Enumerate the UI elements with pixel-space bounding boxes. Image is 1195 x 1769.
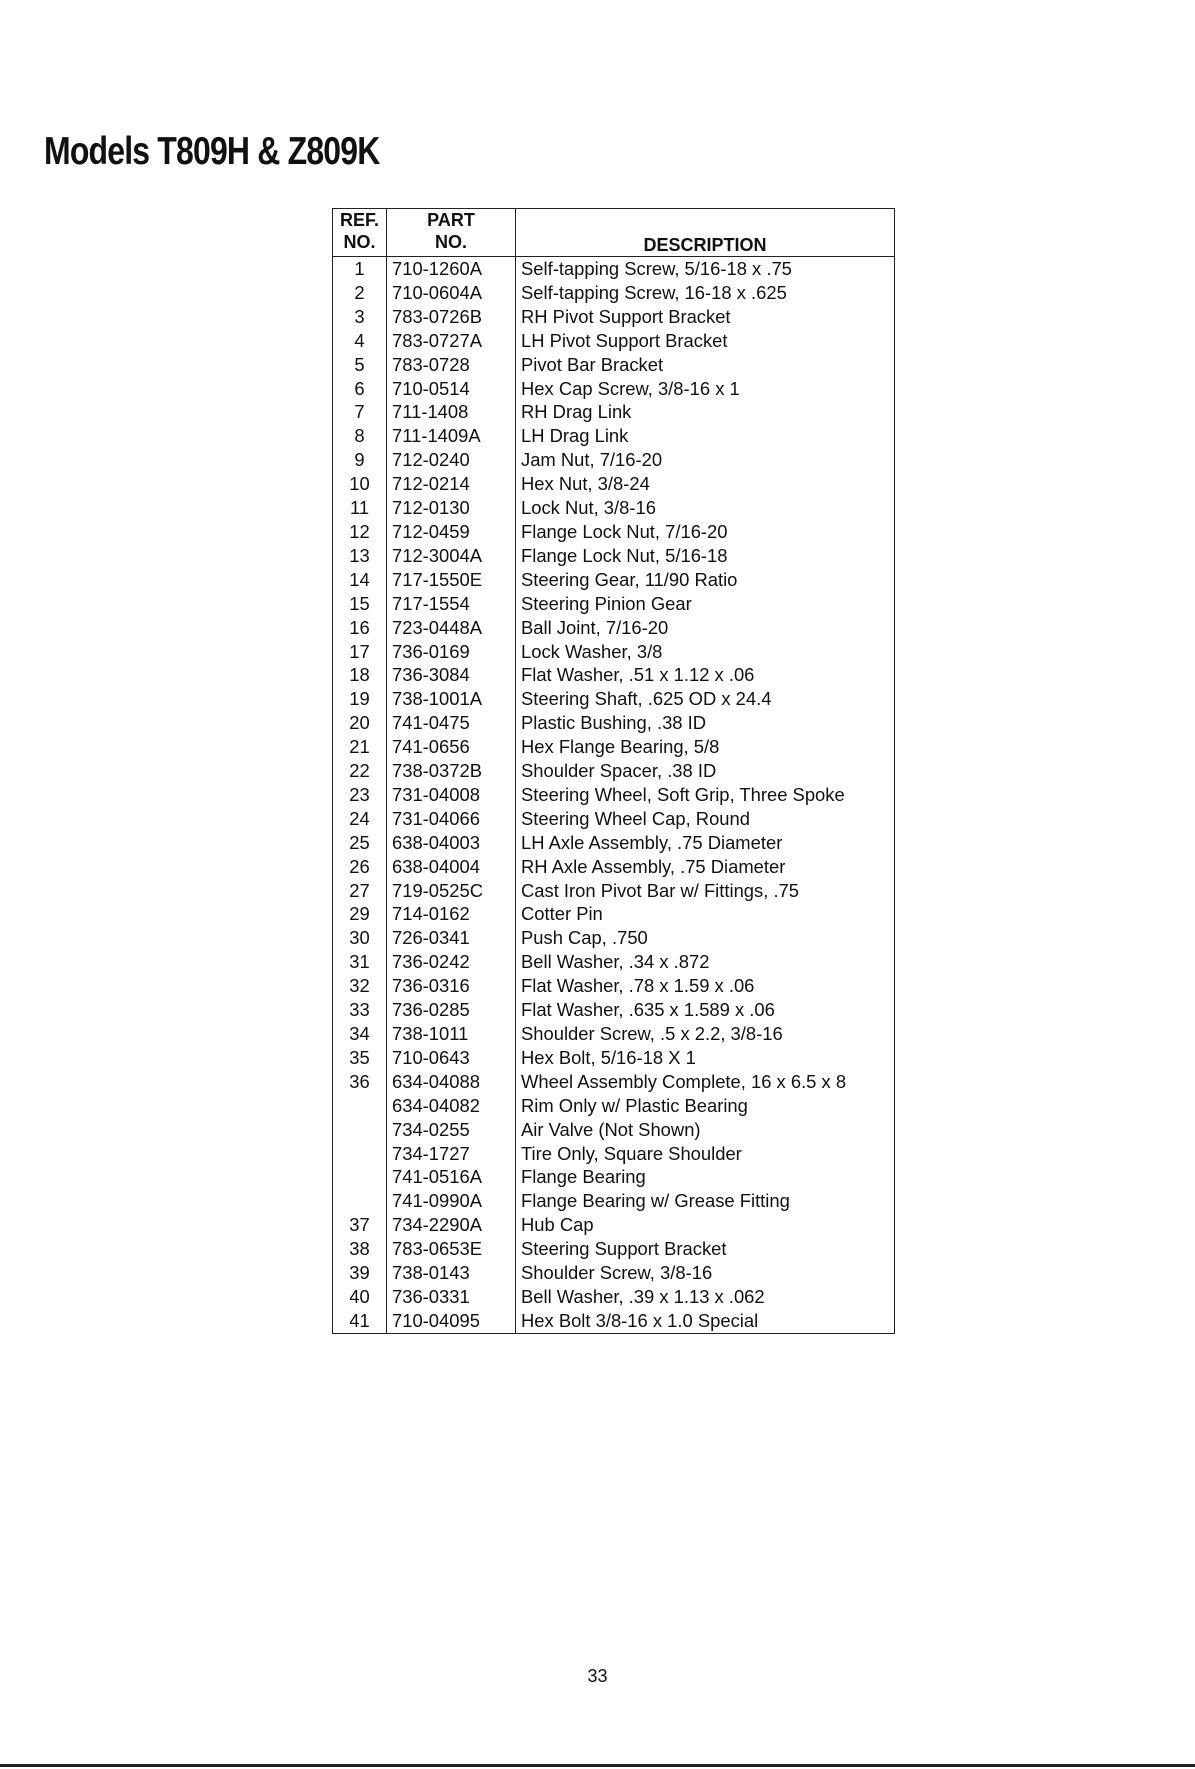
description-cell: Steering Support Bracket [521,1238,727,1260]
ref-no-cell: 33 [333,998,387,1022]
description-cell: Plastic Bushing, .38 ID [521,712,707,734]
ref-no-cell: 41 [333,1309,387,1333]
description-cell: Flat Washer, .635 x 1.589 x .06 [521,999,775,1021]
ref-no-cell: 6 [333,377,387,401]
part-no-cell: 712-0214 [387,472,516,496]
parts-list-table [332,208,895,1334]
table-row [333,1046,895,1070]
description-cell: Steering Pinion Gear [521,592,692,614]
description-cell: Hex Flange Bearing, 5/8 [521,736,720,758]
description-cell: Shoulder Screw, 3/8-16 [521,1262,713,1284]
description-cell: Hub Cap [521,1214,594,1236]
part-no-cell: 717-1550E [387,568,516,592]
part-no-cell: 738-1011 [387,1022,516,1046]
table-row [333,616,895,640]
part-no-cell: 741-0475 [387,711,516,735]
table-row [333,1189,895,1213]
ref-no-cell [333,1118,387,1142]
ref-no-cell: 39 [333,1261,387,1285]
part-no-header [387,209,516,257]
description-cell: Rim Only w/ Plastic Bearing [521,1094,748,1116]
table-row [333,305,895,329]
description-cell: Air Valve (Not Shown) [521,1118,701,1140]
description-cell: Flat Washer, .78 x 1.59 x .06 [521,975,755,997]
table-header-row [333,209,895,257]
description-cell: Self-tapping Screw, 5/16-18 x .75 [521,258,792,279]
description-cell: Ball Joint, 7/16-20 [521,616,669,638]
description-cell: Steering Gear, 11/90 Ratio [521,568,738,590]
part-no-cell: 734-1727 [387,1142,516,1166]
part-no-cell: 741-0656 [387,735,516,759]
part-no-cell: 736-0331 [387,1285,516,1309]
table-row [333,735,895,759]
ref-no-cell: 32 [333,974,387,998]
part-no-cell: 736-0316 [387,974,516,998]
description-cell: Jam Nut, 7/16-20 [521,449,663,471]
table-row [333,902,895,926]
part-no-cell: 717-1554 [387,592,516,616]
part-no-cell: 714-0162 [387,902,516,926]
table-row [333,974,895,998]
table-row [333,783,895,807]
ref-no-cell: 24 [333,807,387,831]
description-cell: Steering Wheel Cap, Round [521,807,750,829]
description-cell: Bell Washer, .34 x .872 [521,951,710,973]
part-no-cell: 736-0285 [387,998,516,1022]
part-no-cell: 719-0525C [387,879,516,903]
ref-no-cell: 4 [333,329,387,353]
ref-no-cell: 13 [333,544,387,568]
ref-no-cell: 19 [333,687,387,711]
table-row [333,1022,895,1046]
table-row [333,759,895,783]
ref-no-cell [333,1189,387,1213]
ref-no-cell: 7 [333,400,387,424]
part-no-cell: 783-0728 [387,353,516,377]
table-row [333,400,895,424]
description-cell: Push Cap, .750 [521,927,648,949]
description-cell: Self-tapping Screw, 16-18 x .625 [521,281,787,303]
table-row [333,855,895,879]
ref-no-cell: 40 [333,1285,387,1309]
table-row [333,544,895,568]
part-no-cell: 710-0643 [387,1046,516,1070]
description-cell: Hex Cap Screw, 3/8-16 x 1 [521,377,740,399]
ref-no-cell: 11 [333,496,387,520]
part-no-cell: 731-04066 [387,807,516,831]
table-row [333,1118,895,1142]
part-no-cell: 738-0372B [387,759,516,783]
description-cell: Cotter Pin [521,903,603,925]
table-row [333,281,895,305]
ref-no-cell [333,1094,387,1118]
table-row [333,472,895,496]
page-number: 33 [587,1666,608,1686]
table-row [333,448,895,472]
description-cell: Tire Only, Square Shoulder [521,1142,742,1164]
ref-header-line1: REF. [339,210,379,230]
ref-no-cell: 1 [333,257,387,281]
ref-no-cell: 23 [333,783,387,807]
part-no-cell: 726-0341 [387,926,516,950]
description-cell: LH Drag Link [521,425,629,447]
description-header: DESCRIPTION [516,209,895,257]
description-cell: Hex Bolt 3/8-16 x 1.0 Special [521,1309,759,1331]
table-row [333,1285,895,1309]
table-row [333,831,895,855]
table-row [333,1237,895,1261]
table-row [333,926,895,950]
table-row [333,1094,895,1118]
table-row [333,807,895,831]
ref-no-cell: 21 [333,735,387,759]
description-cell: LH Axle Assembly, .75 Diameter [521,831,783,853]
ref-no-cell: 10 [333,472,387,496]
part-no-cell: 738-1001A [387,687,516,711]
part-no-cell: 783-0727A [387,329,516,353]
ref-no-cell: 29 [333,902,387,926]
table-row [333,687,895,711]
description-cell: Flange Lock Nut, 5/16-18 [521,544,728,566]
description-cell: Flange Lock Nut, 7/16-20 [521,520,728,542]
ref-header-line2: NO. [343,232,376,252]
part-no-cell: 736-0169 [387,640,516,664]
table-row [333,1309,895,1333]
ref-no-cell: 26 [333,855,387,879]
part-no-cell: 738-0143 [387,1261,516,1285]
description-cell: Shoulder Screw, .5 x 2.2, 3/8-16 [521,1023,783,1044]
table-row [333,1261,895,1285]
table-row [333,1142,895,1166]
ref-no-cell [333,1142,387,1166]
table-row [333,496,895,520]
part-no-cell: 741-0990A [387,1189,516,1213]
part-no-cell: 710-0514 [387,377,516,401]
table-row [333,950,895,974]
part-no-cell: 731-04008 [387,783,516,807]
ref-no-cell: 8 [333,424,387,448]
part-no-cell: 638-04004 [387,855,516,879]
part-no-cell: 736-0242 [387,950,516,974]
description-cell: Pivot Bar Bracket [521,353,664,375]
table-row [333,1213,895,1237]
table-row [333,879,895,903]
description-cell: Cast Iron Pivot Bar w/ Fittings, .75 [521,879,800,901]
bottom-rule [0,1764,1195,1767]
table-row [333,1070,895,1094]
ref-no-cell: 17 [333,640,387,664]
ref-no-cell: 20 [333,711,387,735]
ref-no-cell [333,1165,387,1189]
table-row [333,257,895,281]
description-cell: Flange Bearing [521,1166,646,1188]
ref-no-cell: 5 [333,353,387,377]
part-no-cell: 634-04088 [387,1070,516,1094]
ref-no-cell: 2 [333,281,387,305]
description-cell: RH Pivot Support Bracket [521,305,731,327]
table-row [333,568,895,592]
ref-no-cell: 16 [333,616,387,640]
part-no-cell: 723-0448A [387,616,516,640]
part-no-cell: 638-04003 [387,831,516,855]
part-no-cell: 711-1409A [387,424,516,448]
table-row [333,377,895,401]
description-cell: Steering Wheel, Soft Grip, Three Spoke [521,783,845,805]
description-cell: Lock Nut, 3/8-16 [521,497,656,519]
description-cell: Bell Washer, .39 x 1.13 x .062 [521,1285,765,1307]
table-row [333,592,895,616]
part-header-line2: NO. [434,232,467,252]
ref-no-cell: 14 [333,568,387,592]
description-cell: Wheel Assembly Complete, 16 x 6.5 x 8 [521,1070,847,1092]
ref-no-cell: 38 [333,1237,387,1261]
table-row [333,353,895,377]
table-row [333,711,895,735]
table-row [333,520,895,544]
table-row [333,663,895,687]
ref-no-cell: 27 [333,879,387,903]
ref-no-cell: 22 [333,759,387,783]
table-row [333,998,895,1022]
part-no-cell: 736-3084 [387,663,516,687]
part-no-cell: 712-3004A [387,544,516,568]
part-no-cell: 634-04082 [387,1094,516,1118]
description-cell: RH Drag Link [521,401,632,423]
ref-no-cell: 3 [333,305,387,329]
table-row [333,1165,895,1189]
ref-no-cell: 36 [333,1070,387,1094]
description-cell: Hex Bolt, 5/16-18 X 1 [521,1046,696,1068]
ref-no-cell: 31 [333,950,387,974]
part-no-cell: 712-0240 [387,448,516,472]
ref-no-cell: 30 [333,926,387,950]
ref-no-cell: 35 [333,1046,387,1070]
description-cell: Shoulder Spacer, .38 ID [521,760,717,782]
description-cell: Steering Shaft, .625 OD x 24.4 [521,688,772,710]
table-row [333,424,895,448]
part-no-cell: 734-0255 [387,1118,516,1142]
ref-no-cell: 15 [333,592,387,616]
part-no-cell: 783-0653E [387,1237,516,1261]
part-no-cell: 710-0604A [387,281,516,305]
part-header-line1: PART [427,210,475,230]
description-cell: Lock Washer, 3/8 [521,640,663,662]
ref-no-cell: 12 [333,520,387,544]
ref-no-cell: 34 [333,1022,387,1046]
ref-no-cell: 9 [333,448,387,472]
table-row [333,640,895,664]
ref-no-cell: 37 [333,1213,387,1237]
part-no-cell: 712-0130 [387,496,516,520]
description-cell: Hex Nut, 3/8-24 [521,473,650,495]
part-no-cell: 741-0516A [387,1165,516,1189]
ref-no-header [333,209,387,257]
ref-no-cell: 25 [333,831,387,855]
description-cell: LH Pivot Support Bracket [521,329,728,351]
part-no-cell: 783-0726B [387,305,516,329]
ref-no-cell: 18 [333,663,387,687]
parts-table-body [333,257,895,1334]
part-no-cell: 734-2290A [387,1213,516,1237]
table-row [333,329,895,353]
description-cell: Flange Bearing w/ Grease Fitting [521,1190,790,1212]
part-no-cell: 711-1408 [387,400,516,424]
page-title: Models T809H & Z809K [44,130,380,173]
description-cell: RH Axle Assembly, .75 Diameter [521,855,786,877]
part-no-cell: 710-04095 [387,1309,516,1333]
part-no-cell: 710-1260A [387,257,516,281]
description-cell: Flat Washer, .51 x 1.12 x .06 [521,664,755,686]
part-no-cell: 712-0459 [387,520,516,544]
